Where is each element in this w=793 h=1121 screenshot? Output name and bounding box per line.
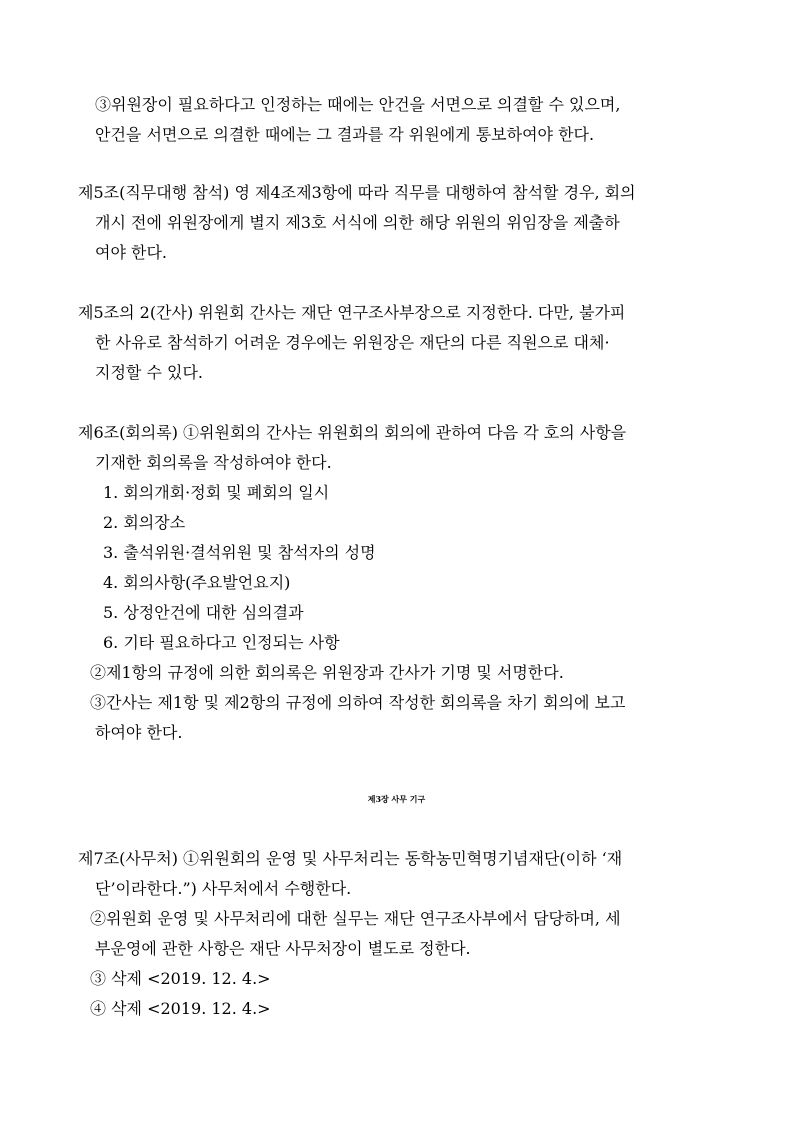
- article-6-line-1: 제6조(회의록) ①위원회의 간사는 위원회의 회의에 관하여 다음 각 호의 사항을: [78, 423, 627, 442]
- article-5-line-3: 여야 한다.: [95, 243, 167, 262]
- article-6-line-2: 기재한 회의록을 작성하여야 한다.: [95, 453, 332, 472]
- article-6-item-3: 3. 출석위원·결석위원 및 참석자의 성명: [103, 543, 376, 562]
- article-6-paragraph-3-line-2: 하여야 한다.: [95, 723, 183, 742]
- article-6-item-6: 6. 기타 필요하다고 인정되는 사항: [103, 633, 340, 652]
- article-6-item-4: 4. 회의사항(주요발언요지): [103, 573, 291, 592]
- article-6-paragraph-2: ②제1항의 규정에 의한 회의록은 위원장과 간사가 기명 및 서명한다.: [90, 663, 564, 682]
- article-5-2-line-2: 한 사유로 참석하기 어려운 경우에는 위원장은 재단의 다른 직원으로 대체·: [95, 333, 610, 352]
- article-6-item-2: 2. 회의장소: [103, 513, 186, 532]
- article-6-item-1: 1. 회의개회·정회 및 폐회의 일시: [103, 483, 330, 502]
- article-7-paragraph-4: ④ 삭제 <2019. 12. 4.>: [90, 999, 271, 1018]
- article-6-item-5: 5. 상정안건에 대한 심의결과: [103, 603, 304, 622]
- article-7-paragraph-3: ③ 삭제 <2019. 12. 4.>: [90, 969, 271, 988]
- article-5-line-1: 제5조(직무대행 참석) 영 제4조제3항에 따라 직무를 대행하여 참석할 경우, 회의: [78, 183, 636, 202]
- article-7-paragraph-2-line-2: 부운영에 관한 사항은 재단 사무처장이 별도로 정한다.: [95, 939, 471, 958]
- article-6-paragraph-3-line-1: ③간사는 제1항 및 제2항의 규정에 의하여 작성한 회의록을 차기 회의에 보고: [90, 693, 626, 712]
- article-5-2-line-3: 지정할 수 있다.: [95, 363, 203, 382]
- article-7-paragraph-2-line-1: ②위원회 운영 및 사무처리에 대한 실무는 재단 연구조사부에서 담당하며, 세: [90, 909, 621, 928]
- article-7-line-2: 단’이라한다.”) 사무처에서 수행한다.: [95, 879, 352, 898]
- article-7-line-1: 제7조(사무처) ①위원회의 운영 및 사무처리는 동학농민혁명기념재단(이하 ‘재: [78, 849, 623, 868]
- article-5-line-2: 개시 전에 위원장에게 별지 제3호 서식에 의한 해당 위원의 위임장을 제출하: [95, 213, 620, 232]
- article-4-paragraph-3-line-2: 안건을 서면으로 의결한 때에는 그 결과를 각 위원에게 통보하여야 한다.: [95, 125, 595, 144]
- article-4-paragraph-3-line-1: ③위원장이 필요하다고 인정하는 때에는 안건을 서면으로 의결할 수 있으며,: [95, 95, 621, 114]
- article-5-2-line-1: 제5조의 2(간사) 위원회 간사는 재단 연구조사부장으로 지정한다. 다만, 불가피: [78, 303, 626, 322]
- chapter-3-heading: 제3장 사무 기구: [367, 794, 426, 804]
